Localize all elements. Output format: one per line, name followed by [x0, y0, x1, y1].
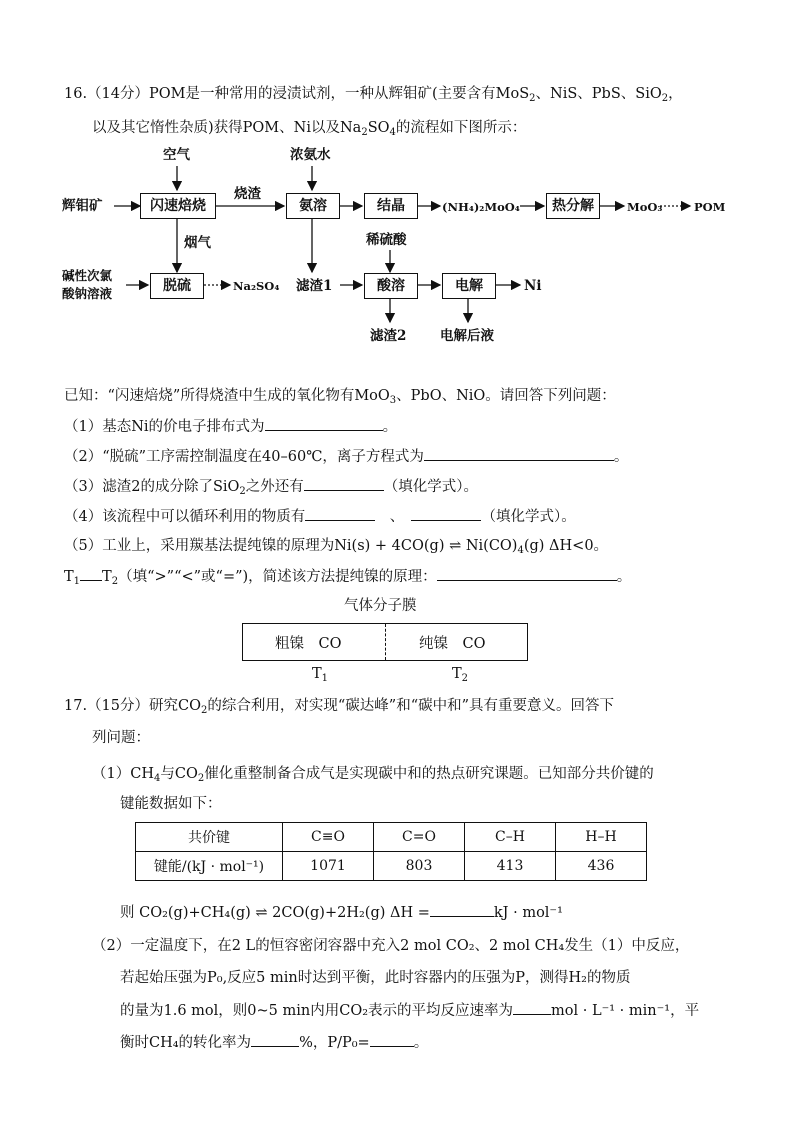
label-post-electrolyte: 电解后液 — [440, 328, 494, 344]
answer-blank[interactable] — [430, 902, 494, 917]
q16-part1: （1）基态Ni的价电子排布式为 。 — [64, 416, 397, 437]
box-flash-roast: 闪速焙烧 — [140, 193, 216, 219]
q17-part2-line2: 若起始压强为P₀,反应5 min时达到平衡，此时容器内的压强为P，测得H₂的物质 — [120, 970, 631, 986]
answer-blank[interactable] — [513, 1000, 551, 1015]
label-naclo-1: 碱性次氯 — [62, 268, 113, 283]
answer-blank[interactable] — [265, 416, 383, 431]
answer-blank[interactable] — [80, 566, 102, 581]
table-cell: 803 — [374, 852, 465, 881]
answer-blank[interactable] — [305, 506, 375, 521]
q16-part4: （4）该流程中可以循环利用的物质有 、 （填化学式）。 — [64, 506, 576, 527]
label-residue-2: 滤渣2 — [370, 328, 407, 344]
q17-part2-line4: 衡时CH₄的转化率为 %，P/P₀= 。 — [120, 1032, 428, 1053]
membrane-left-label: 粗镍 CO — [275, 636, 342, 652]
membrane-title: 气体分子膜 — [344, 598, 417, 614]
answer-blank[interactable] — [370, 1032, 414, 1047]
label-calcine: 烧渣 — [234, 186, 261, 202]
q17-part2-line3: 的量为1.6 mol，则0~5 min内用CO₂表示的平均反应速率为 mol · L⁻¹ · min⁻¹，平 — [120, 1000, 699, 1021]
table-header-cell: C≡O — [283, 823, 374, 852]
label-flue-gas: 烟气 — [184, 235, 211, 251]
answer-blank[interactable] — [304, 476, 384, 491]
label-residue-1: 滤渣1 — [296, 278, 333, 294]
answer-blank[interactable] — [424, 446, 614, 461]
label-conc-ammonia: 浓氨水 — [290, 147, 331, 163]
label-na2so4: Na₂SO₄ — [233, 279, 280, 293]
q17-part2-line1: （2）一定温度下，在2 L的恒容密闭容器中充入2 mol CO₂、2 mol CH₄发生（1）中反应， — [92, 938, 690, 954]
q16-part5: （5）工业上，采用羰基法提纯镍的原理为Ni(s) + 4CO(g) ⇌ $Ni(CO)_4(g)$ ΔH<0。 — [64, 538, 609, 556]
table-header-cell: 共价键 — [136, 823, 283, 852]
table-row — [136, 823, 647, 852]
q17-equation: 则 CO₂(g)+CH₄(g) ⇌ 2CO(g)+2H₂(g) ΔH = kJ · mol⁻¹ — [120, 902, 563, 923]
membrane-right-label: 纯镍 CO — [419, 636, 486, 652]
table-header-cell: C–H — [465, 823, 556, 852]
box-electrolysis: 电解 — [442, 273, 496, 299]
table-cell: 1071 — [283, 852, 374, 881]
q16-header-line2: 以及其它惰性杂质)获得POM、Ni以及$Na_2SO_4$的流程如下图所示： — [92, 120, 527, 138]
q16-part5-line2: $T_1$ $T_2$（填“>”“<”或“=”)，简述该方法提纯镍的原理： 。 — [64, 566, 631, 587]
table-cell: 413 — [465, 852, 556, 881]
label-naclo-2: 酸钠溶液 — [62, 286, 113, 301]
box-ammonia-dissolve: 氨溶 — [286, 193, 340, 219]
answer-blank[interactable] — [411, 506, 481, 521]
box-desulfurize: 脱硫 — [150, 273, 204, 299]
q17-part1: $(1)CH_4$与$CO_2$催化重整制备合成气是实现碳中和的热点研究课题。已知部分共价键的 — [92, 766, 654, 784]
flowchart-arrows — [0, 0, 800, 360]
bond-energy-table — [135, 822, 647, 881]
membrane-divider — [385, 624, 386, 660]
label-ni: Ni — [524, 278, 542, 294]
q17-header: 17.（15分）研究$CO_2$的综合利用，对实现“碳达峰”和“碳中和”具有重要意义。回答下 — [64, 698, 615, 716]
table-row — [136, 852, 647, 881]
q16-header: 16.（14分）POM是一种常用的浸渍试剂，一种从辉钼矿(主要含有MoS$_2$、NiS、PbS、SiO$_2$， — [64, 86, 683, 104]
label-dilute-acid: 稀硫酸 — [366, 232, 407, 248]
membrane-diagram — [242, 623, 528, 661]
membrane-t1: $T_1$ — [312, 666, 329, 684]
q16-part2: （2）“脱硫”工序需控制温度在40–60℃，离子方程式为 。 — [64, 446, 628, 467]
label-ammonium-molybdate: (NH₄)₂MoO₄ — [442, 200, 520, 214]
label-ore: 辉钼矿 — [62, 198, 103, 214]
table-header-cell: H–H — [556, 823, 647, 852]
label-pom: POM — [694, 200, 726, 214]
table-header-cell: C=O — [374, 823, 465, 852]
table-row-label: 键能/(kJ · mol⁻¹) — [136, 852, 283, 881]
box-crystallize: 结晶 — [364, 193, 418, 219]
table-cell: 436 — [556, 852, 647, 881]
label-air: 空气 — [163, 147, 190, 163]
membrane-t2: $T_2$ — [452, 666, 469, 684]
q17-header-line2: 列问题： — [92, 730, 150, 746]
box-thermal-decomp: 热分解 — [546, 193, 600, 219]
answer-blank[interactable] — [251, 1032, 299, 1047]
box-acid-dissolve: 酸溶 — [364, 273, 418, 299]
label-moo3: MoO₃ — [627, 200, 663, 214]
answer-blank[interactable] — [437, 566, 617, 581]
q17-part1-line2: 键能数据如下： — [120, 796, 222, 812]
q16-known: 已知：“闪速焙烧”所得烧渣中生成的氧化物有MoO$_3$、PbO、NiO。请回答下列问题： — [64, 388, 616, 406]
q16-part3: （3）滤渣2的成分除了SiO$_2$之外还有 （填化学式）。 — [64, 476, 478, 497]
